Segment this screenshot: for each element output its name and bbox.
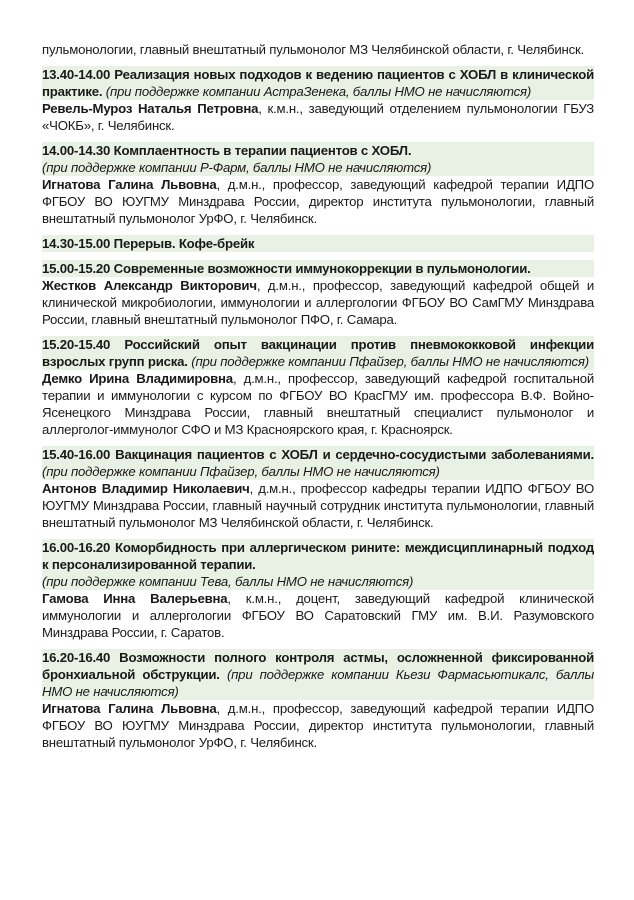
speaker-name: Игнатова Галина Львовна	[42, 701, 217, 716]
session-item	[42, 446, 594, 531]
session-time: 16.20-16.40	[42, 650, 111, 665]
intro-text: пульмонологии, главный внештатный пульмонолог МЗ Челябинской области, г. Челябинск.	[42, 42, 585, 57]
session-speaker	[42, 590, 594, 641]
session-time: 16.00-16.20	[42, 540, 111, 555]
session-sponsor: (при поддержке компании Пфайзер, баллы НМО не начисляются)	[42, 464, 440, 479]
session-time: 14.00-14.30	[42, 143, 111, 158]
session-title	[42, 142, 594, 176]
session-speaker	[42, 700, 594, 751]
session-time: 14.30-15.00	[42, 236, 111, 251]
session-topic: Коморбидность при аллергическом рините: междисциплинарный подход к персонализированной терапии.	[42, 540, 594, 572]
session-speaker	[42, 100, 594, 134]
session-topic: Российский опыт вакцинации против пневмококковой инфекции взрослых групп риска.	[42, 337, 594, 369]
speaker-details: , д.м.н., профессор кафедры терапии ИДПО ФГБОУ ВО ЮУГМУ Минздрава России, главный научный сотрудник института пульмонологии, главный внештатный пульмонолог МЗ Челябинской области, г. Челябинск.	[42, 481, 594, 530]
session-item	[42, 142, 594, 227]
session-time: 15.00-15.20	[42, 261, 111, 276]
program-page	[42, 41, 594, 759]
session-item	[42, 649, 594, 751]
speaker-details: , д.м.н., профессор, заведующий кафедрой терапии ИДПО ФГБОУ ВО ЮУГМУ Минздрава России, директор института пульмонологии, главный внештатный пульмонолог УрФО, г. Челябинск.	[42, 701, 595, 750]
session-item	[42, 260, 594, 328]
speaker-name: Игнатова Галина Львовна	[42, 177, 217, 192]
speaker-details: , д.м.н., профессор, заведующий кафедрой госпитальной терапии и иммунологии с курсом по ФГБОУ ВО КрасГМУ им. профессора В.Ф. Войно-Ясенецкого Минздрава России, главный внештатный специалист пульмонолог и аллерголог-иммунолог СФО и МЗ Красноярского края, г. Красноярск.	[42, 371, 595, 437]
session-title	[42, 336, 594, 370]
session-sponsor: (при поддержке компании Тева, баллы НМО не начисляются)	[42, 574, 414, 589]
session-speaker	[42, 176, 594, 227]
speaker-details: , д.м.н., профессор, заведующий кафедрой общей и клинической микробиологии, иммунологии и аллергологии ФГБОУ ВО СамГМУ Минздрава России, главный внештатный пульмонолог ПФО, г. Самара.	[42, 278, 594, 327]
session-sponsor: (при поддержке компании АстраЗенека, баллы НМО не начисляются)	[105, 84, 532, 99]
speaker-name: Демко Ирина Владимировна	[42, 371, 233, 386]
session-time: 15.20-15.40	[42, 337, 111, 352]
session-title	[42, 649, 594, 700]
session-topic: Вакцинация пациентов с ХОБЛ и сердечно-сосудистыми заболеваниями.	[115, 447, 594, 462]
session-title	[42, 260, 594, 277]
session-item	[42, 66, 594, 134]
speaker-details: , к.м.н., доцент, заведующий кафедрой клинической иммунологии и аллергологии ФГБОУ ВО Саратовский ГМУ им. В.И. Разумовского Минздрава России, г. Саратов.	[42, 591, 594, 640]
session-sponsor: (при поддержке компании Пфайзер, баллы НМО не начисляются)	[191, 354, 589, 369]
session-title	[42, 446, 594, 480]
speaker-details: , к.м.н., заведующий отделением пульмонологии ГБУЗ «ЧОКБ», г. Челябинск.	[42, 101, 594, 133]
session-sponsor: (при поддержке компании Р-Фарм, баллы НМО не начисляются)	[42, 160, 432, 175]
session-time: 13.40-14.00	[42, 67, 111, 82]
session-speaker	[42, 370, 594, 438]
session-list	[42, 66, 594, 751]
session-item	[42, 235, 594, 252]
session-speaker	[42, 480, 594, 531]
session-title	[42, 539, 594, 590]
speaker-name: Гамова Инна Валерьевна	[42, 591, 228, 606]
session-topic: Перерыв. Кофе-брейк	[113, 236, 255, 251]
session-time: 15.40-16.00	[42, 447, 111, 462]
session-topic: Возможности полного контроля астмы, осложненной фиксированной бронхиальной обструкции.	[42, 650, 595, 682]
session-title	[42, 66, 594, 100]
session-speaker	[42, 277, 594, 328]
speaker-name: Ревель-Муроз Наталья Петровна	[42, 101, 259, 116]
session-sponsor: (при поддержке компании Кьези Фармасьютикалс, баллы НМО не начисляются)	[42, 667, 594, 699]
speaker-details: , д.м.н., профессор, заведующий кафедрой терапии ИДПО ФГБОУ ВО ЮУГМУ Минздрава России, директор института пульмонологии, главный внештатный пульмонолог УрФО, г. Челябинск.	[42, 177, 595, 226]
session-topic: Современные возможности иммунокоррекции в пульмонологии.	[113, 261, 531, 276]
session-item	[42, 539, 594, 641]
speaker-name: Антонов Владимир Николаевич	[42, 481, 250, 496]
speaker-name: Жестков Александр Викторович	[42, 278, 257, 293]
session-title	[42, 235, 594, 252]
session-item	[42, 336, 594, 438]
session-topic: Комплаентность в терапии пациентов с ХОБЛ.	[113, 143, 412, 158]
session-topic: Реализация новых подходов к ведению пациентов с ХОБЛ в клинической практике.	[42, 67, 594, 99]
